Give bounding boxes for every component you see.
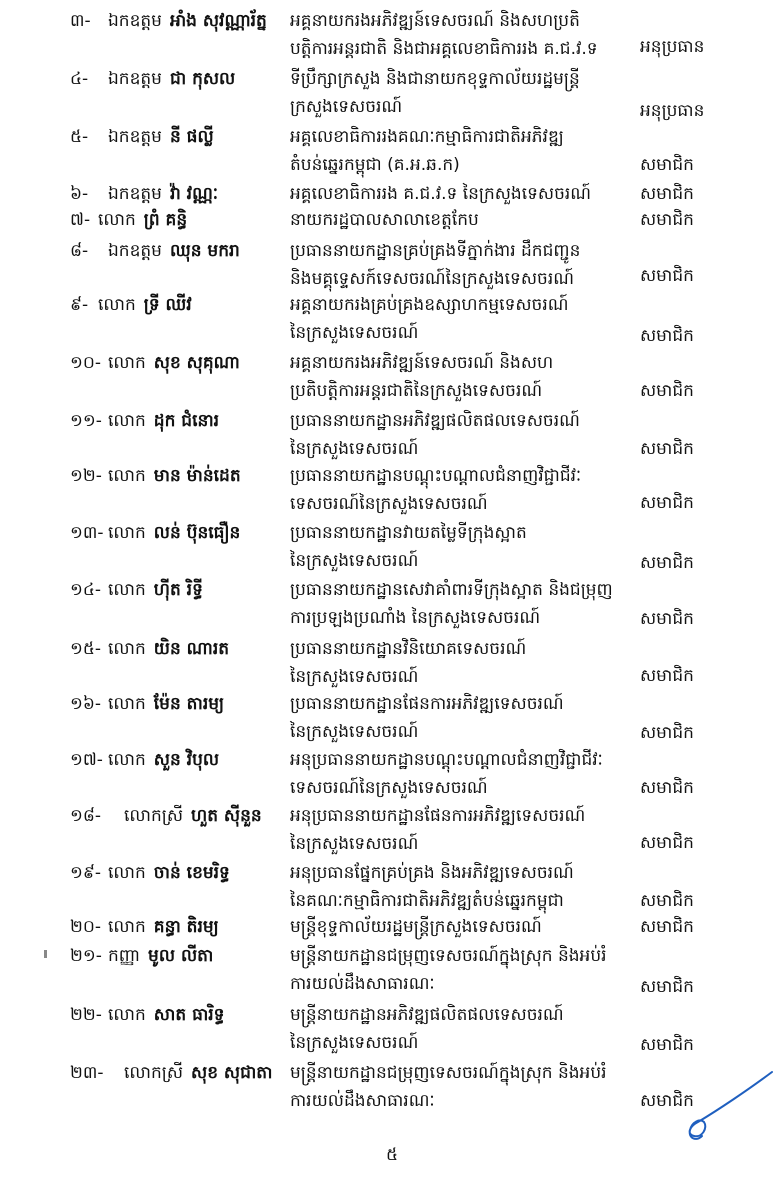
member-number: ២១-: [70, 946, 102, 966]
member-title-and-name: [108, 352, 240, 377]
member-position-line1: មន្ត្រីនាយកដ្ឋានជម្រុញទេសចរណ៍ក្នុងស្រុក និងអប់រំ: [290, 1063, 607, 1083]
member-position-line1: នាយករដ្ឋបាលសាលាខេត្តកែប: [290, 210, 479, 230]
member-position-line2: នៃក្រសួងទេសចរណ៍: [290, 722, 419, 742]
member-role: សមាជិក: [640, 553, 694, 573]
member-name: គន្ធា តិរម្យ: [153, 917, 219, 937]
member-title: លោក: [108, 1005, 146, 1025]
member-role: សមាជិក: [640, 1035, 694, 1055]
member-name: សុខ សុគុណា: [153, 353, 240, 373]
member-position-line1: អគ្គនាយករងគ្រប់គ្រងឧស្សាហកម្មទេសចរណ៍: [290, 295, 569, 315]
member-number: ៦-: [70, 184, 89, 204]
member-role: សមាជិក: [640, 210, 694, 230]
member-title: លោក: [108, 411, 146, 431]
member-position-line2: តំបន់ឆ្នេរកម្ពុជា (គ.អ.ឆ.ក): [290, 155, 460, 175]
member-role: សមាជិក: [640, 439, 694, 459]
member-title-and-name: [124, 1062, 273, 1087]
member-title: ឯកឧត្តម: [108, 241, 162, 261]
member-title: ឯកឧត្តម: [108, 69, 162, 89]
member-position-line2: នៃក្រសួងទេសចរណ៍: [290, 1033, 419, 1053]
member-number: ១៨-: [70, 806, 102, 826]
member-title: លោក: [108, 523, 146, 543]
member-number: ៨-: [70, 241, 89, 261]
member-title-and-name: [108, 749, 219, 774]
member-name: ចាន់ ខេមរិទ្ធ: [153, 863, 230, 883]
member-position-line1: ប្រធាននាយកដ្ឋានវាយតម្លៃទីក្រុងស្អាត: [290, 523, 527, 543]
member-number: ១២-: [70, 466, 102, 486]
member-position-line1: អគ្គលេខាធិការរង គ.ជ.វ.ទ នៃក្រសួងទេសចរណ៍: [290, 184, 592, 204]
member-position-line2: នៃក្រសួងទេសចរណ៍: [290, 834, 419, 854]
member-title-and-name: [108, 945, 213, 970]
margin-mark: [44, 950, 47, 958]
member-position-line2: នៃក្រសួងទេសចរណ៍: [290, 551, 419, 571]
member-name: ម៉ែន តារម្យ: [153, 694, 225, 714]
member-name: នី ផល្លី: [169, 127, 214, 147]
member-position-line1: អគ្គលេខាធិការរងគណៈកម្មាធិការជាតិអភិវឌ្ឍ: [290, 127, 564, 147]
member-role: សមាជិក: [640, 723, 694, 743]
member-title-and-name: [108, 240, 240, 265]
member-position-line1: ប្រធាននាយកដ្ឋានបណ្តុះបណ្តាលជំនាញវិជ្ជាជីវៈ: [290, 466, 582, 486]
member-position-line2: ការប្រឡងប្រណាំង នៃក្រសួងទេសចរណ៍: [290, 608, 541, 628]
member-title: លោក: [108, 466, 146, 486]
member-number: ១១-: [70, 411, 102, 431]
member-role: សមាជិក: [640, 833, 694, 853]
member-title-and-name: [98, 209, 187, 234]
member-name: អាំង សុវណ្ណារ័ត្ន: [169, 11, 267, 31]
member-title-and-name: [124, 805, 262, 830]
member-position-line1: ទីប្រឹក្សាក្រសួង និងជានាយកខុទ្ទកាល័យរដ្ឋមន្ត្រី: [290, 69, 580, 89]
member-role: សមាជិក: [640, 891, 694, 911]
member-title: ឯកឧត្តម: [108, 184, 162, 204]
member-role: សមាជិក: [640, 326, 694, 346]
member-name: មាន ម៉ាន់ដេត: [153, 466, 241, 486]
member-title: លោកស្រី: [124, 1063, 184, 1083]
member-name: ព្រំ គន្ធិ: [143, 210, 188, 230]
member-title: លោក: [98, 295, 136, 315]
member-position-line1: អគ្គនាយករងអភិវឌ្ឍន៍ទេសចរណ៍ និងសហ: [290, 353, 554, 373]
member-role: អនុប្រធាន: [640, 37, 705, 57]
member-title-and-name: [108, 579, 203, 604]
member-title: លោក: [108, 694, 146, 714]
member-position-line1: ប្រធាននាយកដ្ឋានវិនិយោគទេសចរណ៍: [290, 639, 527, 659]
member-position-line1: អនុប្រធានផ្នែកគ្រប់គ្រង និងអភិវឌ្ឍទេសចរណ៍: [290, 863, 574, 883]
member-title-and-name: [108, 1004, 224, 1029]
member-title-and-name: [108, 693, 224, 718]
member-number: ៣-: [70, 11, 91, 31]
member-name: យិន ណារត: [153, 639, 230, 659]
member-role: សមាជិក: [640, 977, 694, 997]
member-number: ១៦-: [70, 694, 102, 714]
member-name: ឈុន មករា: [169, 241, 240, 261]
member-number: ១៥-: [70, 639, 102, 659]
member-role: សមាជិក: [640, 381, 694, 401]
member-name: ដុក ជំនោរ: [153, 411, 220, 431]
member-title-and-name: [108, 10, 267, 35]
member-position-line2: នៃគណៈកម្មាធិការជាតិអភិវឌ្ឍតំបន់ឆ្នេរកម្ពុជា: [290, 891, 564, 911]
member-title: លោក: [98, 210, 136, 230]
member-name: សាត ធារិទ្ធ: [153, 1005, 225, 1025]
member-position-line2: បត្តិការអន្តរជាតិ និងជាអគ្គលេខាធិការរង គ.ជ.វ.ទ: [290, 39, 598, 59]
member-number: ១០-: [70, 353, 102, 373]
member-role: សមាជិក: [640, 184, 694, 204]
member-name: លន់ ប៊ុនធឿន: [153, 523, 241, 543]
member-position-line2: ទេសចរណ៍នៃក្រសួងទេសចរណ៍: [290, 778, 488, 798]
member-number: ២៣-: [70, 1063, 104, 1083]
member-position-line2: ទេសចរណ៍នៃក្រសួងទេសចរណ៍: [290, 494, 488, 514]
member-title-and-name: [108, 68, 235, 93]
member-number: ៥-: [70, 127, 89, 147]
member-title: កញ្ញា: [108, 946, 141, 966]
member-name: សួន វិបុល: [153, 750, 220, 770]
member-name: ទ្រី ឈីវ: [143, 295, 192, 315]
member-role: សមាជិក: [640, 155, 694, 175]
member-title-and-name: [108, 410, 219, 435]
member-role: សមាជិក: [640, 666, 694, 686]
member-position-line2: នៃក្រសួងទេសចរណ៍: [290, 667, 419, 687]
member-title-and-name: [98, 294, 192, 319]
member-role: សមាជិក: [640, 1091, 694, 1111]
member-position-line1: ប្រធាននាយកដ្ឋានសេវាគាំពារទីក្រុងស្អាត និងជម្រុញ: [290, 580, 613, 600]
member-name: ជា កុសល: [169, 69, 236, 89]
member-name: វ៉ា វណ្ណៈ: [169, 184, 219, 204]
member-name: មូល លីតា: [148, 946, 214, 966]
member-position-line2: ប្រតិបត្តិការអន្តរជាតិនៃក្រសួងទេសចរណ៍: [290, 381, 543, 401]
member-title: លោក: [108, 750, 146, 770]
member-position-line2: នៃក្រសួងទេសចរណ៍: [290, 323, 419, 343]
member-number: ២០-: [70, 917, 102, 937]
member-position-line1: មន្ត្រីខុទ្ទកាល័យរដ្ឋមន្ត្រីក្រសួងទេសចរណ៍: [290, 917, 542, 937]
member-title: លោកស្រី: [124, 806, 184, 826]
member-number: ៧-: [70, 210, 91, 230]
member-position-line1: មន្ត្រីនាយកដ្ឋានអភិវឌ្ឍផលិតផលទេសចរណ៍: [290, 1005, 564, 1025]
member-name: សុខ សុជាតា: [191, 1063, 273, 1083]
member-position-line2: ក្រសួងទេសចរណ៍: [290, 97, 403, 117]
member-position-line1: អនុប្រធាននាយកដ្ឋានបណ្តុះបណ្តាលជំនាញវិជ្ជាជីវៈ: [290, 750, 603, 770]
member-title: លោក: [108, 639, 146, 659]
member-title: លោក: [108, 353, 146, 373]
member-title-and-name: [108, 522, 240, 547]
member-title: ឯកឧត្តម: [108, 127, 162, 147]
member-number: ៤-: [70, 69, 89, 89]
member-number: ១៧-: [70, 750, 103, 770]
member-title-and-name: [108, 465, 241, 490]
member-number: ១៤-: [70, 580, 102, 600]
member-role: សមាជិក: [640, 917, 694, 937]
member-position-line1: អគ្គនាយករងអភិវឌ្ឍន៍ទេសចរណ៍ និងសហប្រតិ: [290, 11, 580, 31]
member-title-and-name: [108, 862, 230, 887]
member-title: លោក: [108, 863, 146, 883]
member-role: សមាជិក: [640, 493, 694, 513]
member-position-line2: ការយល់ដឹងសាធារណៈ: [290, 1091, 435, 1111]
member-number: ២២-: [70, 1005, 102, 1025]
member-title: លោក: [108, 917, 146, 937]
member-role: សមាជិក: [640, 778, 694, 798]
member-position-line1: ប្រធាននាយកដ្ឋានផែនការអភិវឌ្ឍទេសចរណ៍: [290, 694, 564, 714]
member-title-and-name: [108, 126, 214, 151]
member-number: ១៩-: [70, 863, 102, 883]
member-title: លោក: [108, 580, 146, 600]
member-role: សមាជិក: [640, 609, 694, 629]
member-name: ហ៊ីត រិទ្ធី: [153, 580, 203, 600]
member-position-line1: ប្រធាននាយកដ្ឋានអភិវឌ្ឍផលិតផលទេសចរណ៍: [290, 411, 580, 431]
member-title-and-name: [108, 183, 218, 208]
member-position-line2: ការយល់ដឹងសាធារណៈ: [290, 974, 435, 994]
member-position-line1: អនុប្រធាននាយកដ្ឋានផែនការអភិវឌ្ឍទេសចរណ៍: [290, 806, 586, 826]
member-name: ហួត ស៊ីនួន: [191, 806, 262, 826]
page-number: ៥: [385, 1145, 399, 1165]
member-role: សមាជិក: [640, 266, 694, 286]
member-title-and-name: [108, 638, 229, 663]
member-number: ១៣-: [70, 523, 104, 543]
member-position-line1: មន្ត្រីនាយកដ្ឋានជម្រុញទេសចរណ៍ក្នុងស្រុក និងអប់រំ: [290, 946, 607, 966]
member-position-line2: នៃក្រសួងទេសចរណ៍: [290, 439, 419, 459]
member-number: ៩-: [70, 295, 89, 315]
member-position-line1: ប្រធាននាយកដ្ឋានគ្រប់គ្រងទីភ្នាក់ងារ ដឹកជញ្ជូន: [290, 241, 581, 261]
member-title-and-name: [108, 916, 219, 941]
member-role: អនុប្រធាន: [640, 101, 705, 121]
member-title: ឯកឧត្តម: [108, 11, 162, 31]
signature-mark: [668, 1060, 778, 1150]
member-position-line2: និងមគ្គុទ្ទេសក៍ទេសចរណ៍នៃក្រសួងទេសចរណ៍: [290, 269, 574, 289]
